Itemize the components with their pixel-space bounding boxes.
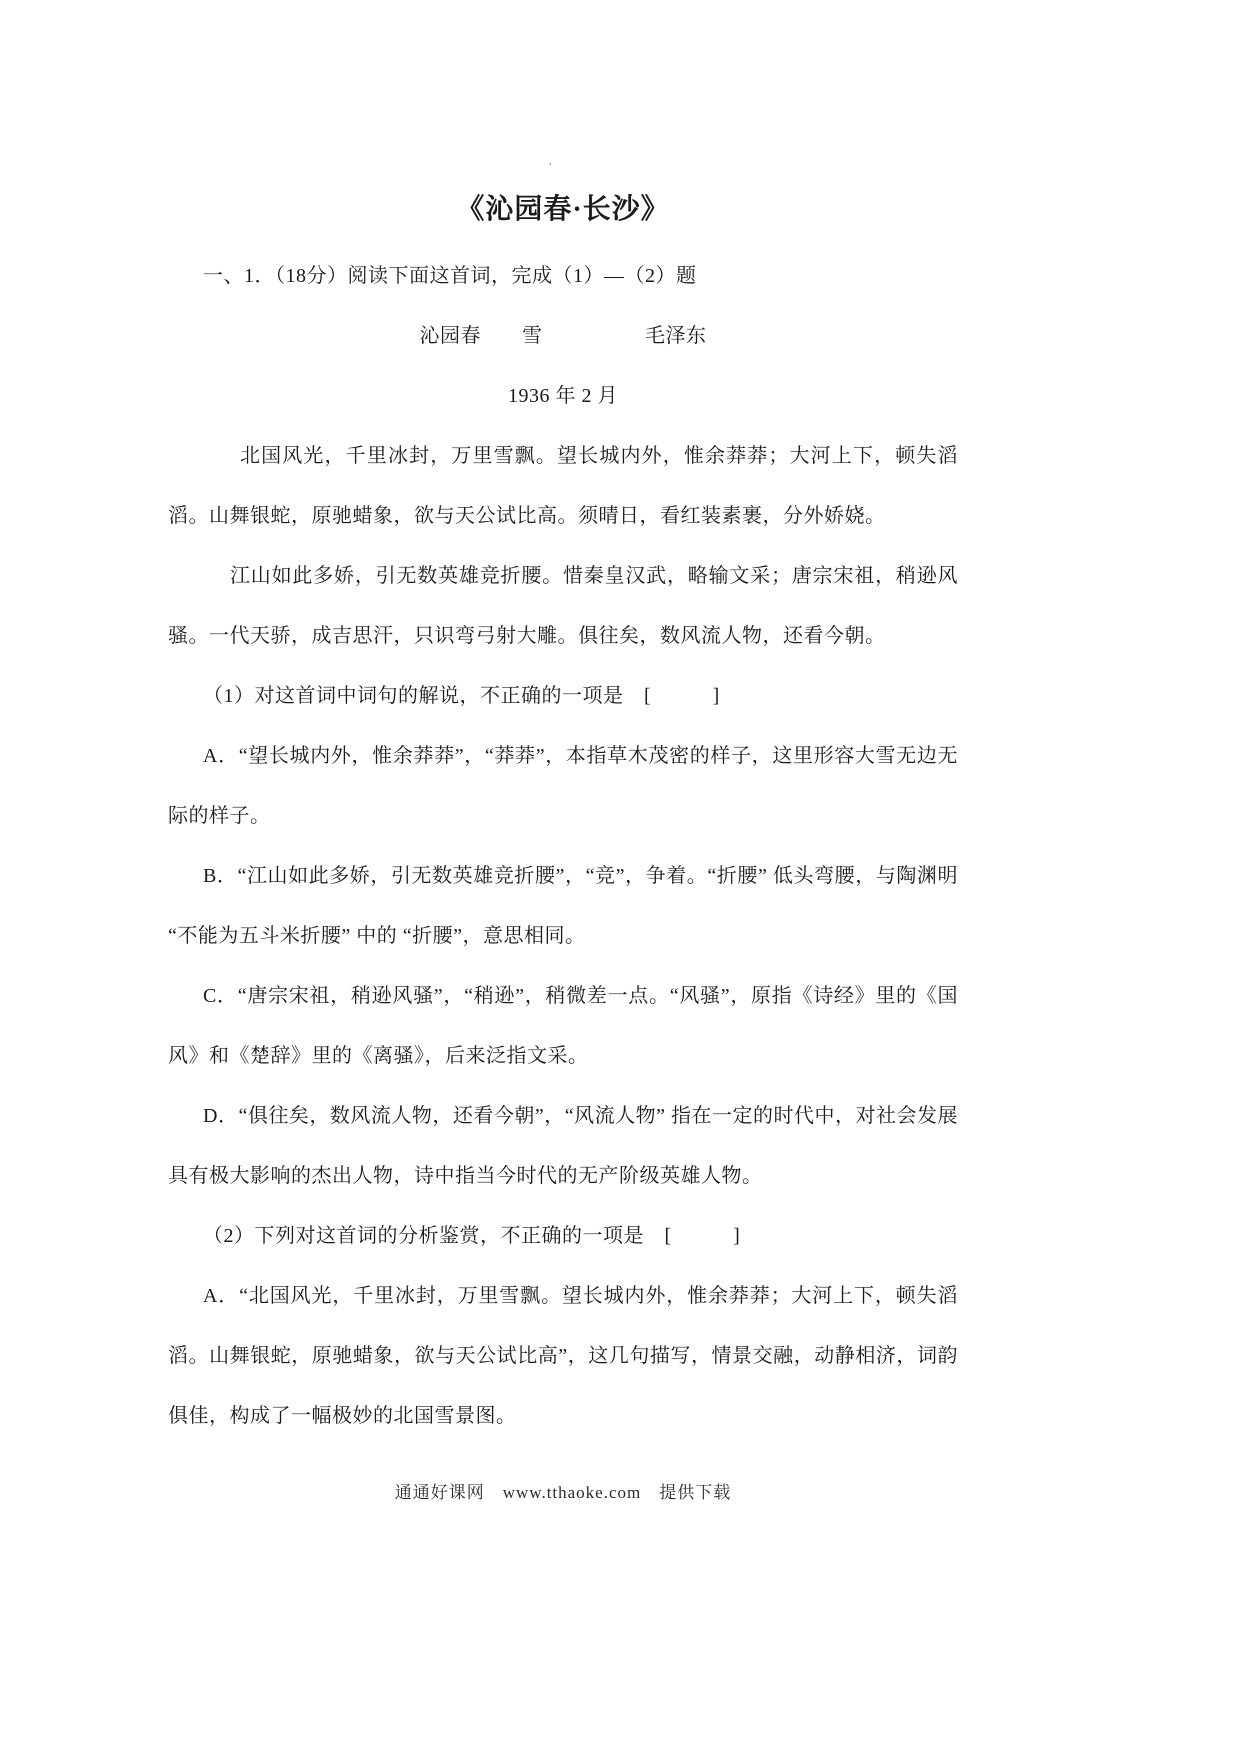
poem-stanza-2: 江山如此多娇，引无数英雄竞折腰。惜秦皇汉武，略输文采；唐宗宋祖，稍逊风骚。一代天骄，成吉思汗，只识弯弓射大雕。俱往矣，数风流人物，还看今朝。 [168,565,958,647]
exercise-intro: 一、1．（18分）阅读下面这首词，完成（1）—（2）题 [203,265,697,287]
poem-stanza-1: 北国风光，千里冰封，万里雪飘。望长城内外，惟余莽莽；大河上下，顿失滔滔。山舞银蛇，原驰蜡象，欲与天公试比高。须晴日，看红装素裹，分外娇娆。 [168,445,958,527]
question-1-prompt: （1）对这首词中词句的解说，不正确的一项是 [ ] [203,685,720,707]
question-1-option-d: D．“俱往矣，数风流人物，还看今朝”，“风流人物” 指在一定的时代中，对社会发展具有极大影响的杰出人物，诗中指当今时代的无产阶级英雄人物。 [168,1105,958,1187]
question-2-option-a: A．“北国风光，千里冰封，万里雪飘。望长城内外，惟余莽莽；大河上下，顿失滔滔。山舞银蛇，原驰蜡象，欲与天公试比高”，这几句描写，情景交融，动静相济，词韵俱佳，构成了一幅极妙的北国雪景图。 [168,1285,958,1427]
footer-text: 通通好课网 www.tthaoke.com 提供下载 [394,1483,732,1502]
document-content [168,188,958,1446]
poem-date: 1936 年 2 月 [508,385,618,407]
top-dot-mark: · [548,158,553,173]
poem-title-author-line: 沁园春 雪 毛泽东 [419,325,707,347]
document-title: 《沁园春·长沙》 [456,194,670,225]
question-1-option-b: B．“江山如此多娇，引无数英雄竞折腰”，“竞”，争着。“折腰” 低头弯腰，与陶渊明 “不能为五斗米折腰” 中的 “折腰”，意思相同。 [168,865,958,947]
question-2-prompt: （2）下列对这首词的分析鉴赏，不正确的一项是 [ ] [203,1225,741,1247]
question-1-option-c: C．“唐宗宋祖，稍逊风骚”，“稍逊”，稍微差一点。“风骚”，原指《诗经》里的《国风》和《楚辞》里的《离骚》，后来泛指文采。 [168,985,958,1067]
question-1-option-a: A．“望长城内外，惟余莽莽”，“莽莽”，本指草木茂密的样子，这里形容大雪无边无际的样子。 [168,745,958,827]
